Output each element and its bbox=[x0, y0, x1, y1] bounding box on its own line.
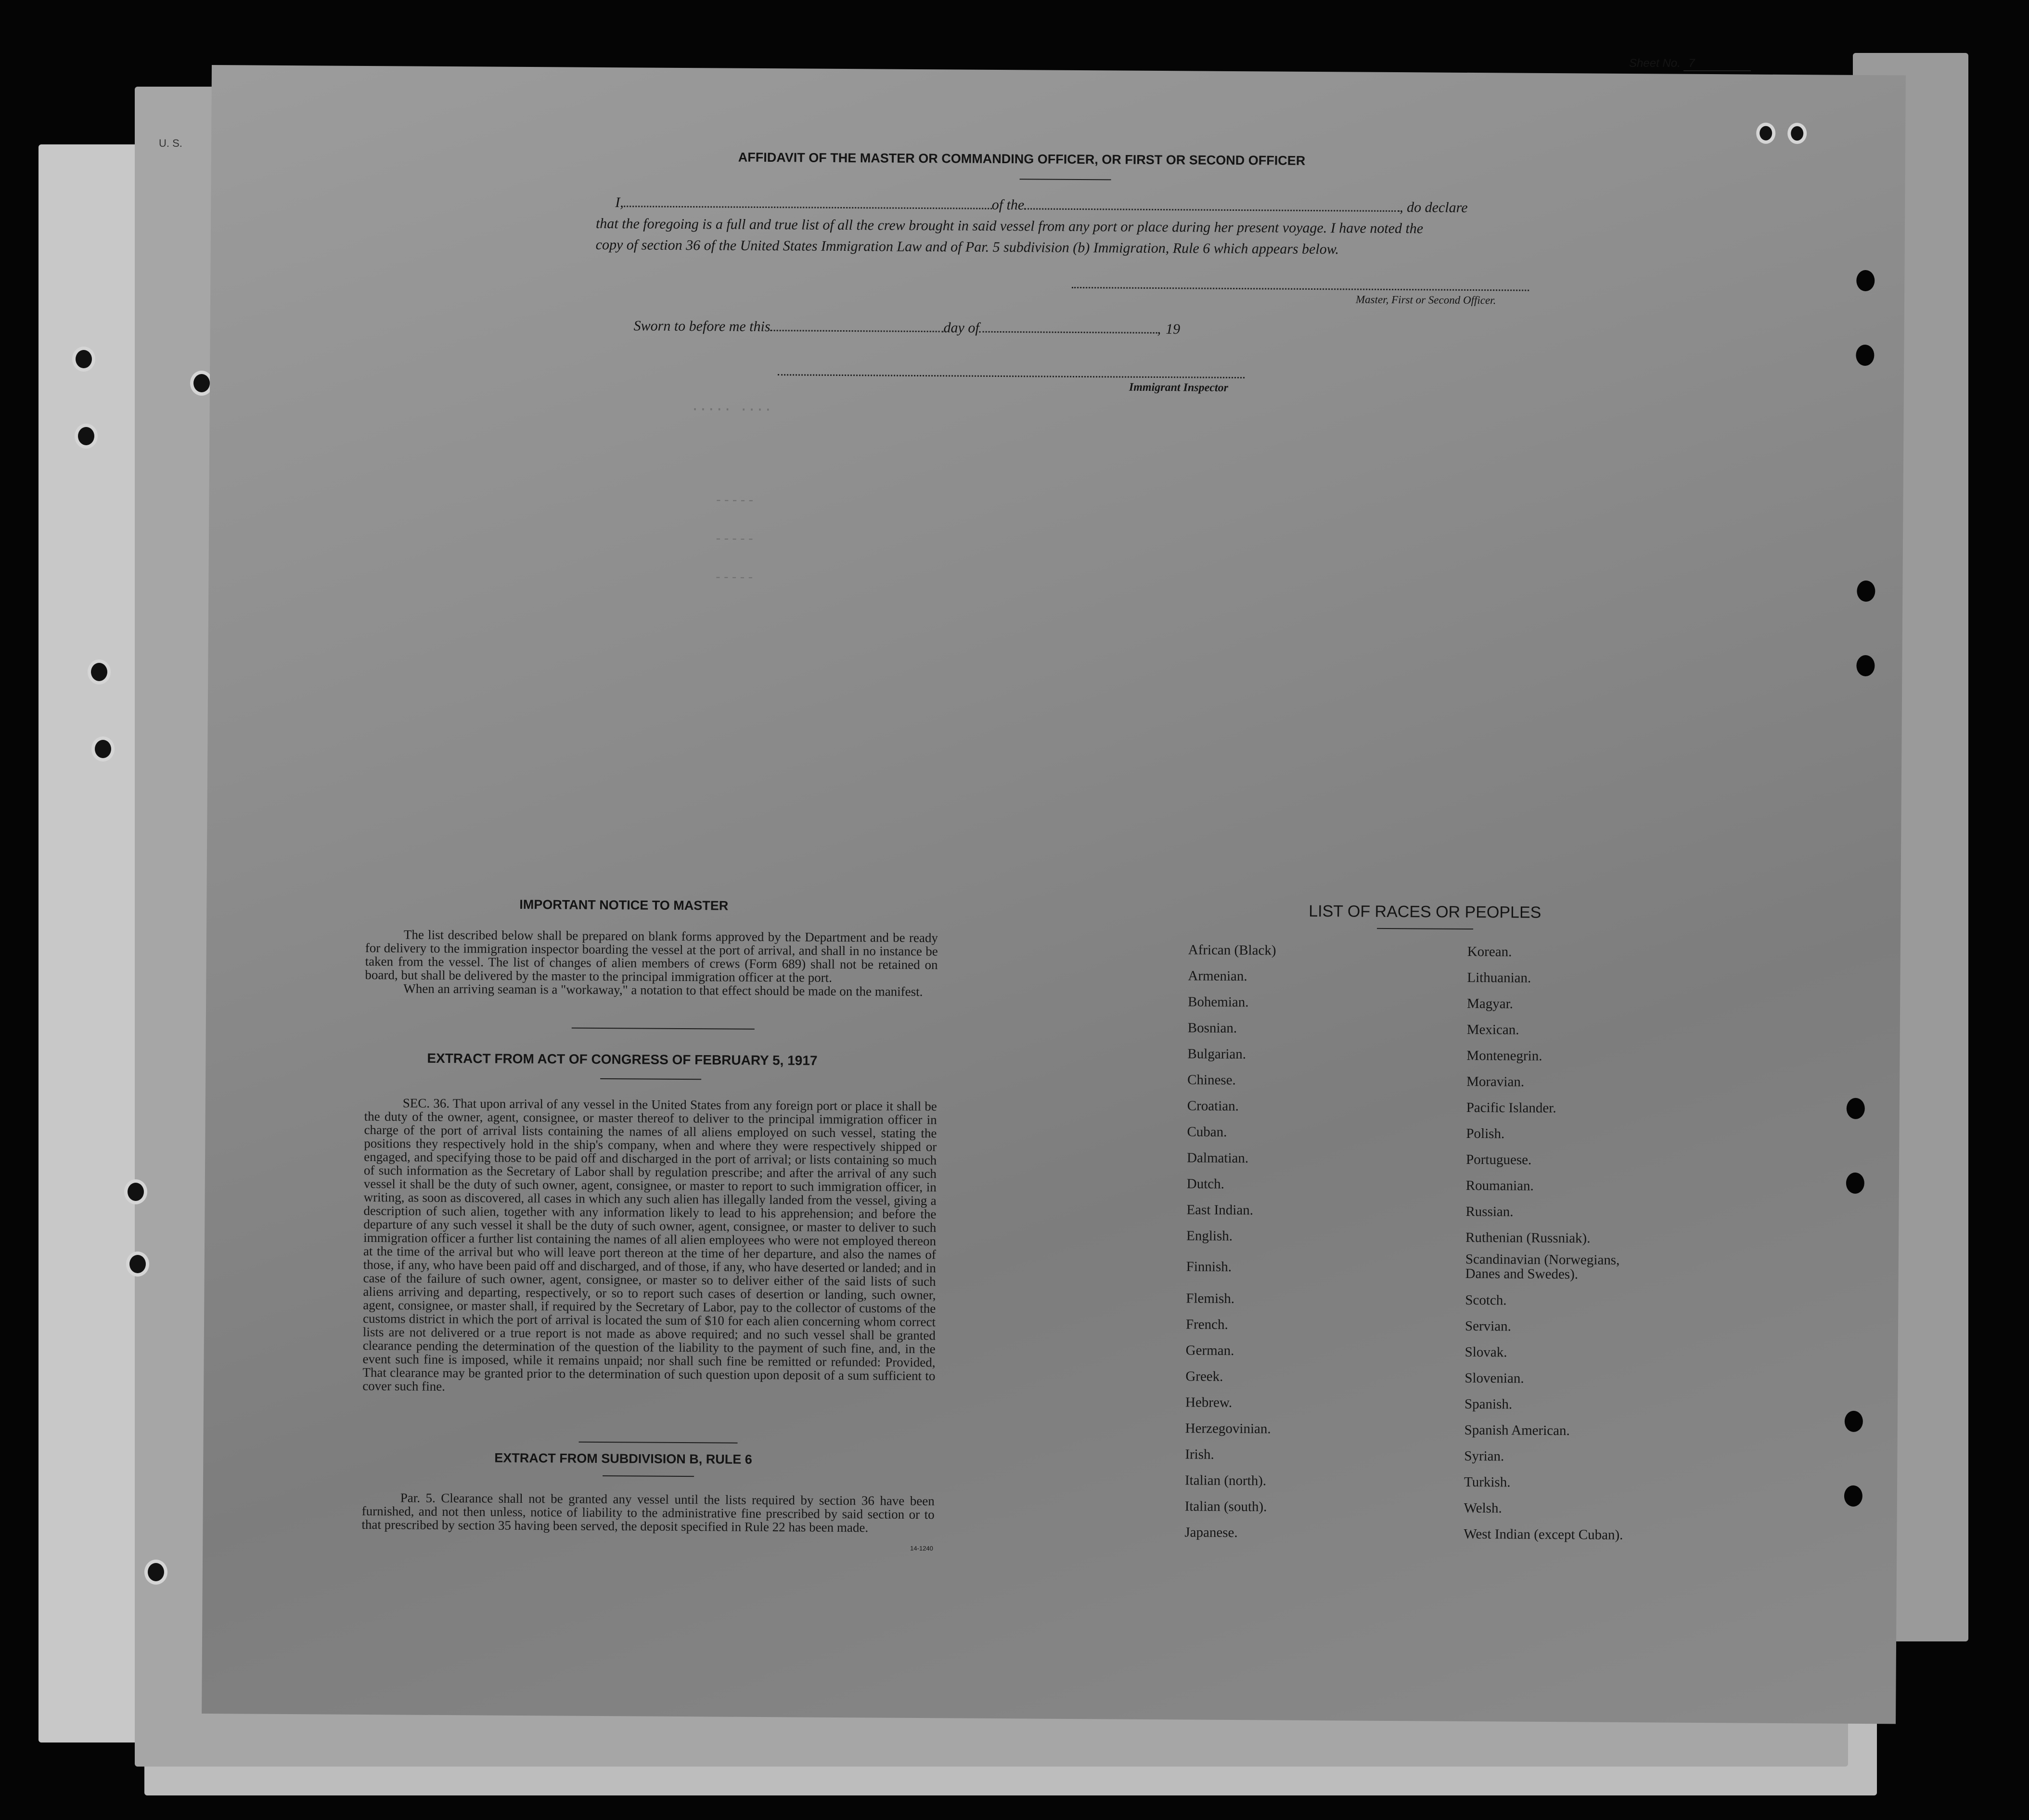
binder-hole bbox=[124, 1179, 147, 1204]
extract1-rule bbox=[600, 1078, 701, 1080]
race-item: Ruthenian (Russniak). bbox=[1465, 1229, 1591, 1246]
race-item: Scotch. bbox=[1465, 1292, 1507, 1308]
affidavit-declarant: I, of the , do declare bbox=[615, 194, 1468, 216]
binder-hole bbox=[1787, 123, 1807, 144]
master-signature-caption: Master, First or Second Officer. bbox=[1355, 293, 1496, 307]
race-item: Cuban. bbox=[1187, 1124, 1227, 1140]
race-item: Slovak. bbox=[1464, 1344, 1507, 1360]
affidavit-line-3: copy of section 36 of the United States Immigration Law and of Par. 5 subdivision (b) Immigration, Rule 6 which appears below. bbox=[595, 236, 1339, 258]
punch-hole bbox=[1856, 270, 1875, 291]
races-title: LIST OF RACES OR PEOPLES bbox=[1309, 902, 1541, 922]
race-item: English. bbox=[1186, 1228, 1233, 1244]
punch-hole bbox=[1857, 581, 1875, 602]
master-signature-line[interactable] bbox=[1072, 287, 1529, 291]
race-item: Pacific Islander. bbox=[1466, 1099, 1556, 1116]
race-item: Montenegrin. bbox=[1466, 1047, 1542, 1064]
par-5-text: Par. 5. Clearance shall not be granted any vessel until the lists required by section 36 have been furnished, and not then unless, notice of liability to the administrative fine prescribed by said section or to that prescribed by section 35 having been served, the deposit specified in Rule 22 has been made. bbox=[361, 1490, 935, 1535]
race-item: Spanish American. bbox=[1464, 1422, 1570, 1439]
extract1-text bbox=[362, 1096, 937, 1396]
race-item: Irish. bbox=[1185, 1446, 1214, 1462]
race-item: Mexican. bbox=[1466, 1021, 1519, 1038]
manifest-back-page bbox=[202, 65, 1906, 1724]
binder-hole bbox=[126, 1252, 149, 1277]
under-page-mark: U. S. bbox=[159, 137, 182, 149]
race-item: East Indian. bbox=[1186, 1202, 1254, 1218]
race-item: French. bbox=[1185, 1317, 1228, 1332]
race-item: Croatian. bbox=[1187, 1098, 1239, 1114]
form-number: 14-1240 bbox=[910, 1544, 933, 1552]
bleed-through-row: ..... .... bbox=[691, 398, 772, 414]
race-item: Chinese. bbox=[1187, 1072, 1236, 1088]
race-item: Herzegovinian. bbox=[1185, 1420, 1271, 1437]
race-item: Italian (north). bbox=[1184, 1472, 1267, 1489]
race-item: Portuguese. bbox=[1466, 1151, 1532, 1168]
race-item: Magyar. bbox=[1467, 995, 1514, 1012]
punch-hole bbox=[1856, 655, 1875, 676]
race-item: Armenian. bbox=[1188, 968, 1247, 984]
race-item: Roumanian. bbox=[1465, 1177, 1534, 1194]
extract2-rule bbox=[603, 1475, 694, 1477]
punch-hole bbox=[1844, 1485, 1862, 1507]
extract2-title: EXTRACT FROM SUBDIVISION B, RULE 6 bbox=[494, 1450, 752, 1467]
race-item: Lithuanian. bbox=[1467, 969, 1531, 986]
race-item: West Indian (except Cuban). bbox=[1464, 1526, 1623, 1543]
race-item: Turkish. bbox=[1464, 1474, 1511, 1490]
race-item: Japanese. bbox=[1184, 1524, 1238, 1541]
race-item: Korean. bbox=[1467, 943, 1512, 960]
punch-hole bbox=[1845, 1411, 1863, 1432]
binder-hole bbox=[1756, 123, 1775, 144]
notice-paragraph-2: When an arriving seaman is a "workaway," a notation to that effect should be made on the manifest. bbox=[403, 981, 923, 999]
race-item: Slovenian. bbox=[1464, 1370, 1524, 1386]
race-item: German. bbox=[1185, 1342, 1234, 1359]
extract2-text bbox=[361, 1491, 934, 1535]
binder-hole bbox=[88, 659, 111, 684]
sworn-statement: Sworn to before me this day of , 19 bbox=[633, 318, 1181, 337]
punch-hole bbox=[1846, 1173, 1864, 1194]
binder-hole bbox=[91, 736, 115, 762]
binder-hole bbox=[144, 1560, 167, 1585]
affidavit-line-2: that the foregoing is a full and true list of all the crew brought in said vessel from any port or place during her present voyage. I have noted the bbox=[595, 215, 1424, 237]
inspector-caption: Immigrant Inspector bbox=[1129, 381, 1229, 394]
affidavit-title: AFFIDAVIT OF THE MASTER OR COMMANDING OFFICER, OR FIRST OR SECOND OFFICER bbox=[738, 150, 1306, 168]
race-item: Finnish. bbox=[1186, 1259, 1232, 1275]
race-item: Hebrew. bbox=[1185, 1394, 1233, 1411]
extract1-title: EXTRACT FROM ACT OF CONGRESS OF FEBRUARY 5, 1917 bbox=[427, 1050, 818, 1068]
race-item: Spanish. bbox=[1464, 1396, 1513, 1412]
punch-hole bbox=[1847, 1098, 1865, 1119]
notice-rule bbox=[572, 1028, 755, 1030]
race-item: Moravian. bbox=[1466, 1073, 1525, 1090]
race-item: Russian. bbox=[1465, 1203, 1514, 1220]
bleed-through-row: ----- bbox=[714, 530, 755, 546]
race-item: Bosnian. bbox=[1187, 1020, 1237, 1036]
binder-hole bbox=[72, 347, 95, 372]
races-title-rule bbox=[1377, 928, 1473, 929]
race-item: Bulgarian. bbox=[1187, 1046, 1246, 1062]
binder-hole bbox=[75, 424, 98, 449]
race-item: Italian (south). bbox=[1184, 1498, 1267, 1515]
race-item: Dalmatian. bbox=[1187, 1150, 1249, 1166]
race-item: African (Black) bbox=[1188, 942, 1276, 958]
race-item: Bohemian. bbox=[1188, 994, 1249, 1010]
inspector-signature-line[interactable] bbox=[778, 374, 1245, 378]
notice-paragraph-1: The list described below shall be prepared on blank forms approved by the Department and be ready for delivery to the immigration inspector boarding the vessel at the port of arrival, and shall in no instance be taken from the vessel. The list of changes of alien members of crews (Form 689) shall not be retained on board, but shall be delivered by the master to the principal immigration officer at the port. bbox=[365, 927, 938, 985]
race-item: Servian. bbox=[1464, 1318, 1511, 1334]
race-item: Scandinavian (Norwegians, Danes and Swedes). bbox=[1465, 1251, 1620, 1282]
notice-title: IMPORTANT NOTICE TO MASTER bbox=[519, 897, 729, 913]
race-item: Greek. bbox=[1185, 1368, 1223, 1384]
race-item: Syrian. bbox=[1464, 1448, 1504, 1464]
race-item: Flemish. bbox=[1186, 1291, 1235, 1307]
extract2-rule-top bbox=[579, 1442, 738, 1444]
punch-hole bbox=[1856, 345, 1874, 366]
notice-text bbox=[365, 928, 938, 998]
bleed-through-row: ----- bbox=[714, 491, 755, 508]
affidavit-title-rule bbox=[1020, 179, 1111, 180]
race-item: Polish. bbox=[1466, 1125, 1505, 1142]
sheet-number: Sheet No. 7 bbox=[1629, 57, 1751, 71]
bleed-through-row: ----- bbox=[714, 568, 755, 585]
race-item: Dutch. bbox=[1186, 1176, 1225, 1192]
section-36-text: SEC. 36. That upon arrival of any vessel in the United States from any foreign port or place it shall be the duty of the owner, agent, consignee, or master thereof to deliver to the principal immigration officer in charge of the port of arrival lists containing the names of all aliens employed on such vessel, stating the positions they respectively hold in the ship's company, when and where they were respectively shipped or engaged, and specifying those to be paid off and discharged in the port of arrival; or lists containing so much of such information as the Secretary of Labor shall by regulation prescribe; and after the arrival of any such vessel it shall be the duty of such owner, agent, consignee, or master to report to such immigration officer, in writing, as soon as discovered, all cases in which any such alien has illegally landed from the vessel, giving a description of such alien, together with any information likely to lead to his apprehension; and before the departure of any such vessel it shall be the duty of such owner, agent, consignee, or master to deliver to such immigration officer a further list containing the names of all alien employees who were not employed thereon at the time of the arrival but who will leave port thereon at the time of her departure, and also the names of those, if any, who have been paid off and discharged, and of those, if any, who have deserted or landed; and in case of the failure of such owner, agent, consignee, or master so to deliver either of the said lists of such aliens arriving and departing, respectively, or so to report such cases of desertion or landing, such owner, agent, consignee, or master shall, if required by the Secretary of Labor, pay to the collector of customs of the customs district in which the port of arrival is located the sum of $10 for each alien concerning whom correct lists are not delivered or a true report is not made as above required; and no such vessel shall be granted clearance pending the determination of the question of the liability to the payment of such fine, and, in the event such fine is imposed, while it remains unpaid; nor shall such fine be remitted or refunded: Provided, That clearance may be granted prior to the determination of such question upon deposit of a sum sufficient to cover such fine. bbox=[362, 1096, 937, 1394]
race-item: Welsh. bbox=[1464, 1500, 1502, 1516]
